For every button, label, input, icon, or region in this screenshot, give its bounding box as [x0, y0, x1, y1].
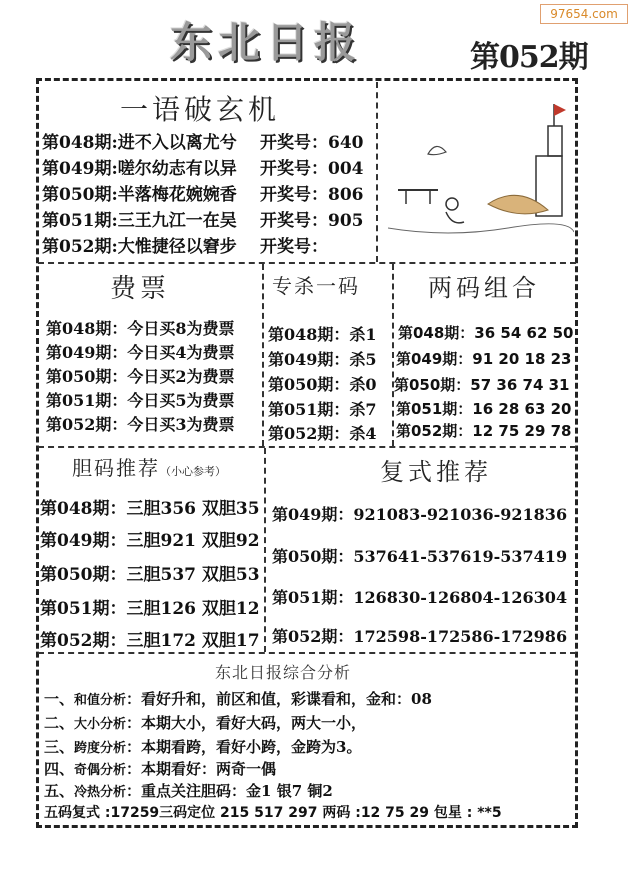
analysis-num: 三、 [44, 738, 75, 756]
riddle-row [42, 232, 328, 257]
riddle-row [42, 206, 364, 231]
analysis-item [44, 758, 276, 779]
waste-row: 第052期：今日买3为费票 [46, 415, 235, 434]
combo-row: 第049期：91 20 18 23 [396, 350, 572, 368]
analysis-label: 奇偶分析 [74, 763, 127, 778]
multi-row: 第050期：537641-537619-537419 [272, 547, 568, 566]
riddle-text: 进不入以离尤兮 [117, 133, 237, 153]
bold-row: 第052期：三胆172 双胆17 [40, 631, 260, 651]
combo-row: 第052期：12 75 29 78 [396, 422, 572, 440]
divider-top [38, 262, 576, 264]
analysis-text: ：本期大小，看好大码，两大一小， [126, 714, 367, 732]
masthead-title: 东北日报 [170, 18, 363, 67]
tree-icon [428, 146, 446, 154]
analysis-label: 跨度分析 [74, 741, 127, 756]
site-watermark: 97654.com [540, 4, 628, 24]
riddle-draw: 开奖号：905 [260, 211, 364, 231]
multi-title: 复式推荐 [380, 458, 492, 486]
riddle-draw: 开奖号： [260, 237, 328, 257]
riddle-title: 一语破玄机 [120, 93, 281, 126]
riddle-row [42, 154, 364, 179]
divider-riddle-pic [376, 82, 378, 262]
divider-kill-combo [392, 264, 394, 446]
analysis-text: ：看好升和，前区和值，彩谍看和，金和：08 [126, 690, 432, 708]
divider-bold-multi [264, 448, 266, 652]
ground-line [388, 224, 574, 233]
bold-row: 第049期：三胆921 双胆92 [40, 531, 260, 551]
riddle-period: 第051期: [42, 211, 118, 231]
kill-row: 第049期：杀5 [268, 350, 377, 369]
waste-row: 第048期：今日买8为费票 [46, 319, 235, 338]
riddle-row [42, 128, 364, 153]
riddle-draw: 开奖号：806 [260, 185, 364, 205]
riddle-text: 嗟尔幼志有以异 [117, 159, 237, 179]
analysis-item [44, 688, 432, 709]
analysis-item [44, 780, 333, 801]
multi-row: 第051期：126830-126804-126304 [272, 588, 568, 607]
analysis-label: 大小分析 [74, 717, 127, 732]
multi-row: 第049期：921083-921036-921836 [272, 505, 568, 524]
riddle-period: 第048期: [42, 133, 118, 153]
waste-row: 第051期：今日买5为费票 [46, 391, 235, 410]
kill-row: 第052期：杀4 [268, 424, 377, 443]
combo-row: 第048期：36 54 62 50 [398, 324, 574, 342]
sand-shape [488, 195, 548, 214]
analysis-label: 和值分析 [74, 693, 127, 708]
divider-middle [38, 446, 576, 448]
riddle-text: 三王九江一在吴 [117, 211, 237, 231]
waste-row: 第050期：今日买2为费票 [46, 367, 235, 386]
analysis-label: 冷热分析 [74, 785, 127, 800]
analysis-item [44, 712, 366, 733]
divider-lower [38, 652, 576, 654]
kill-row: 第051期：杀7 [268, 400, 377, 419]
analysis-text: ：本期看好：两奇一偶 [126, 760, 277, 778]
bold-row: 第050期：三胆537 双胆53 [40, 565, 260, 585]
analysis-item [44, 736, 361, 757]
bold-row: 第051期：三胆126 双胆12 [40, 599, 260, 619]
bold-title-text: 胆码推荐 [72, 456, 160, 480]
riddle-period: 第049期: [42, 159, 118, 179]
waste-title: 费票 [110, 274, 171, 304]
combo-row: 第051期：16 28 63 20 [396, 400, 572, 418]
riddle-row [42, 180, 364, 205]
bench-icon [398, 190, 438, 204]
issue-number: 第052期 [470, 40, 588, 75]
analysis-text: ：本期看跨，看好小跨，金跨为3。 [126, 738, 362, 756]
kill-row: 第048期：杀1 [268, 325, 377, 344]
sandcastle-icon [536, 104, 566, 216]
beach-illustration [388, 86, 574, 256]
bold-row: 第048期：三胆356 双胆35 [40, 499, 260, 519]
analysis-num: 二、 [44, 714, 75, 732]
divider-waste-kill [262, 264, 264, 446]
waste-row: 第049期：今日买4为费票 [46, 343, 235, 362]
analysis-num: 一、 [44, 690, 75, 708]
riddle-draw: 开奖号：004 [260, 159, 364, 179]
analysis-num: 五、 [44, 782, 75, 800]
bold-title [72, 452, 226, 481]
analysis-num: 四、 [44, 760, 75, 778]
person-icon [446, 198, 464, 223]
bold-note: （小心参考） [160, 465, 226, 478]
combo-row: 第050期：57 36 74 31 [394, 376, 570, 394]
riddle-period: 第050期: [42, 185, 118, 205]
kill-row: 第050期：杀0 [268, 375, 377, 394]
riddle-draw: 开奖号：640 [260, 133, 364, 153]
kill-title: 专杀一码 [272, 274, 360, 298]
multi-row: 第052期：172598-172586-172986 [272, 627, 568, 646]
combo-title: 两码组合 [428, 274, 540, 302]
riddle-period: 第052期: [42, 237, 118, 257]
riddle-text: 大惟捷径以窘步 [117, 237, 237, 257]
analysis-footer: 五码复式 :17259三码定位 215 517 297 两码 :12 75 29 包星 : **5 [44, 805, 502, 821]
analysis-title: 东北日报综合分析 [215, 663, 352, 682]
riddle-text: 半落梅花婉婉香 [117, 185, 237, 205]
analysis-text: ：重点关注胆码：金1 银7 铜2 [126, 782, 333, 800]
